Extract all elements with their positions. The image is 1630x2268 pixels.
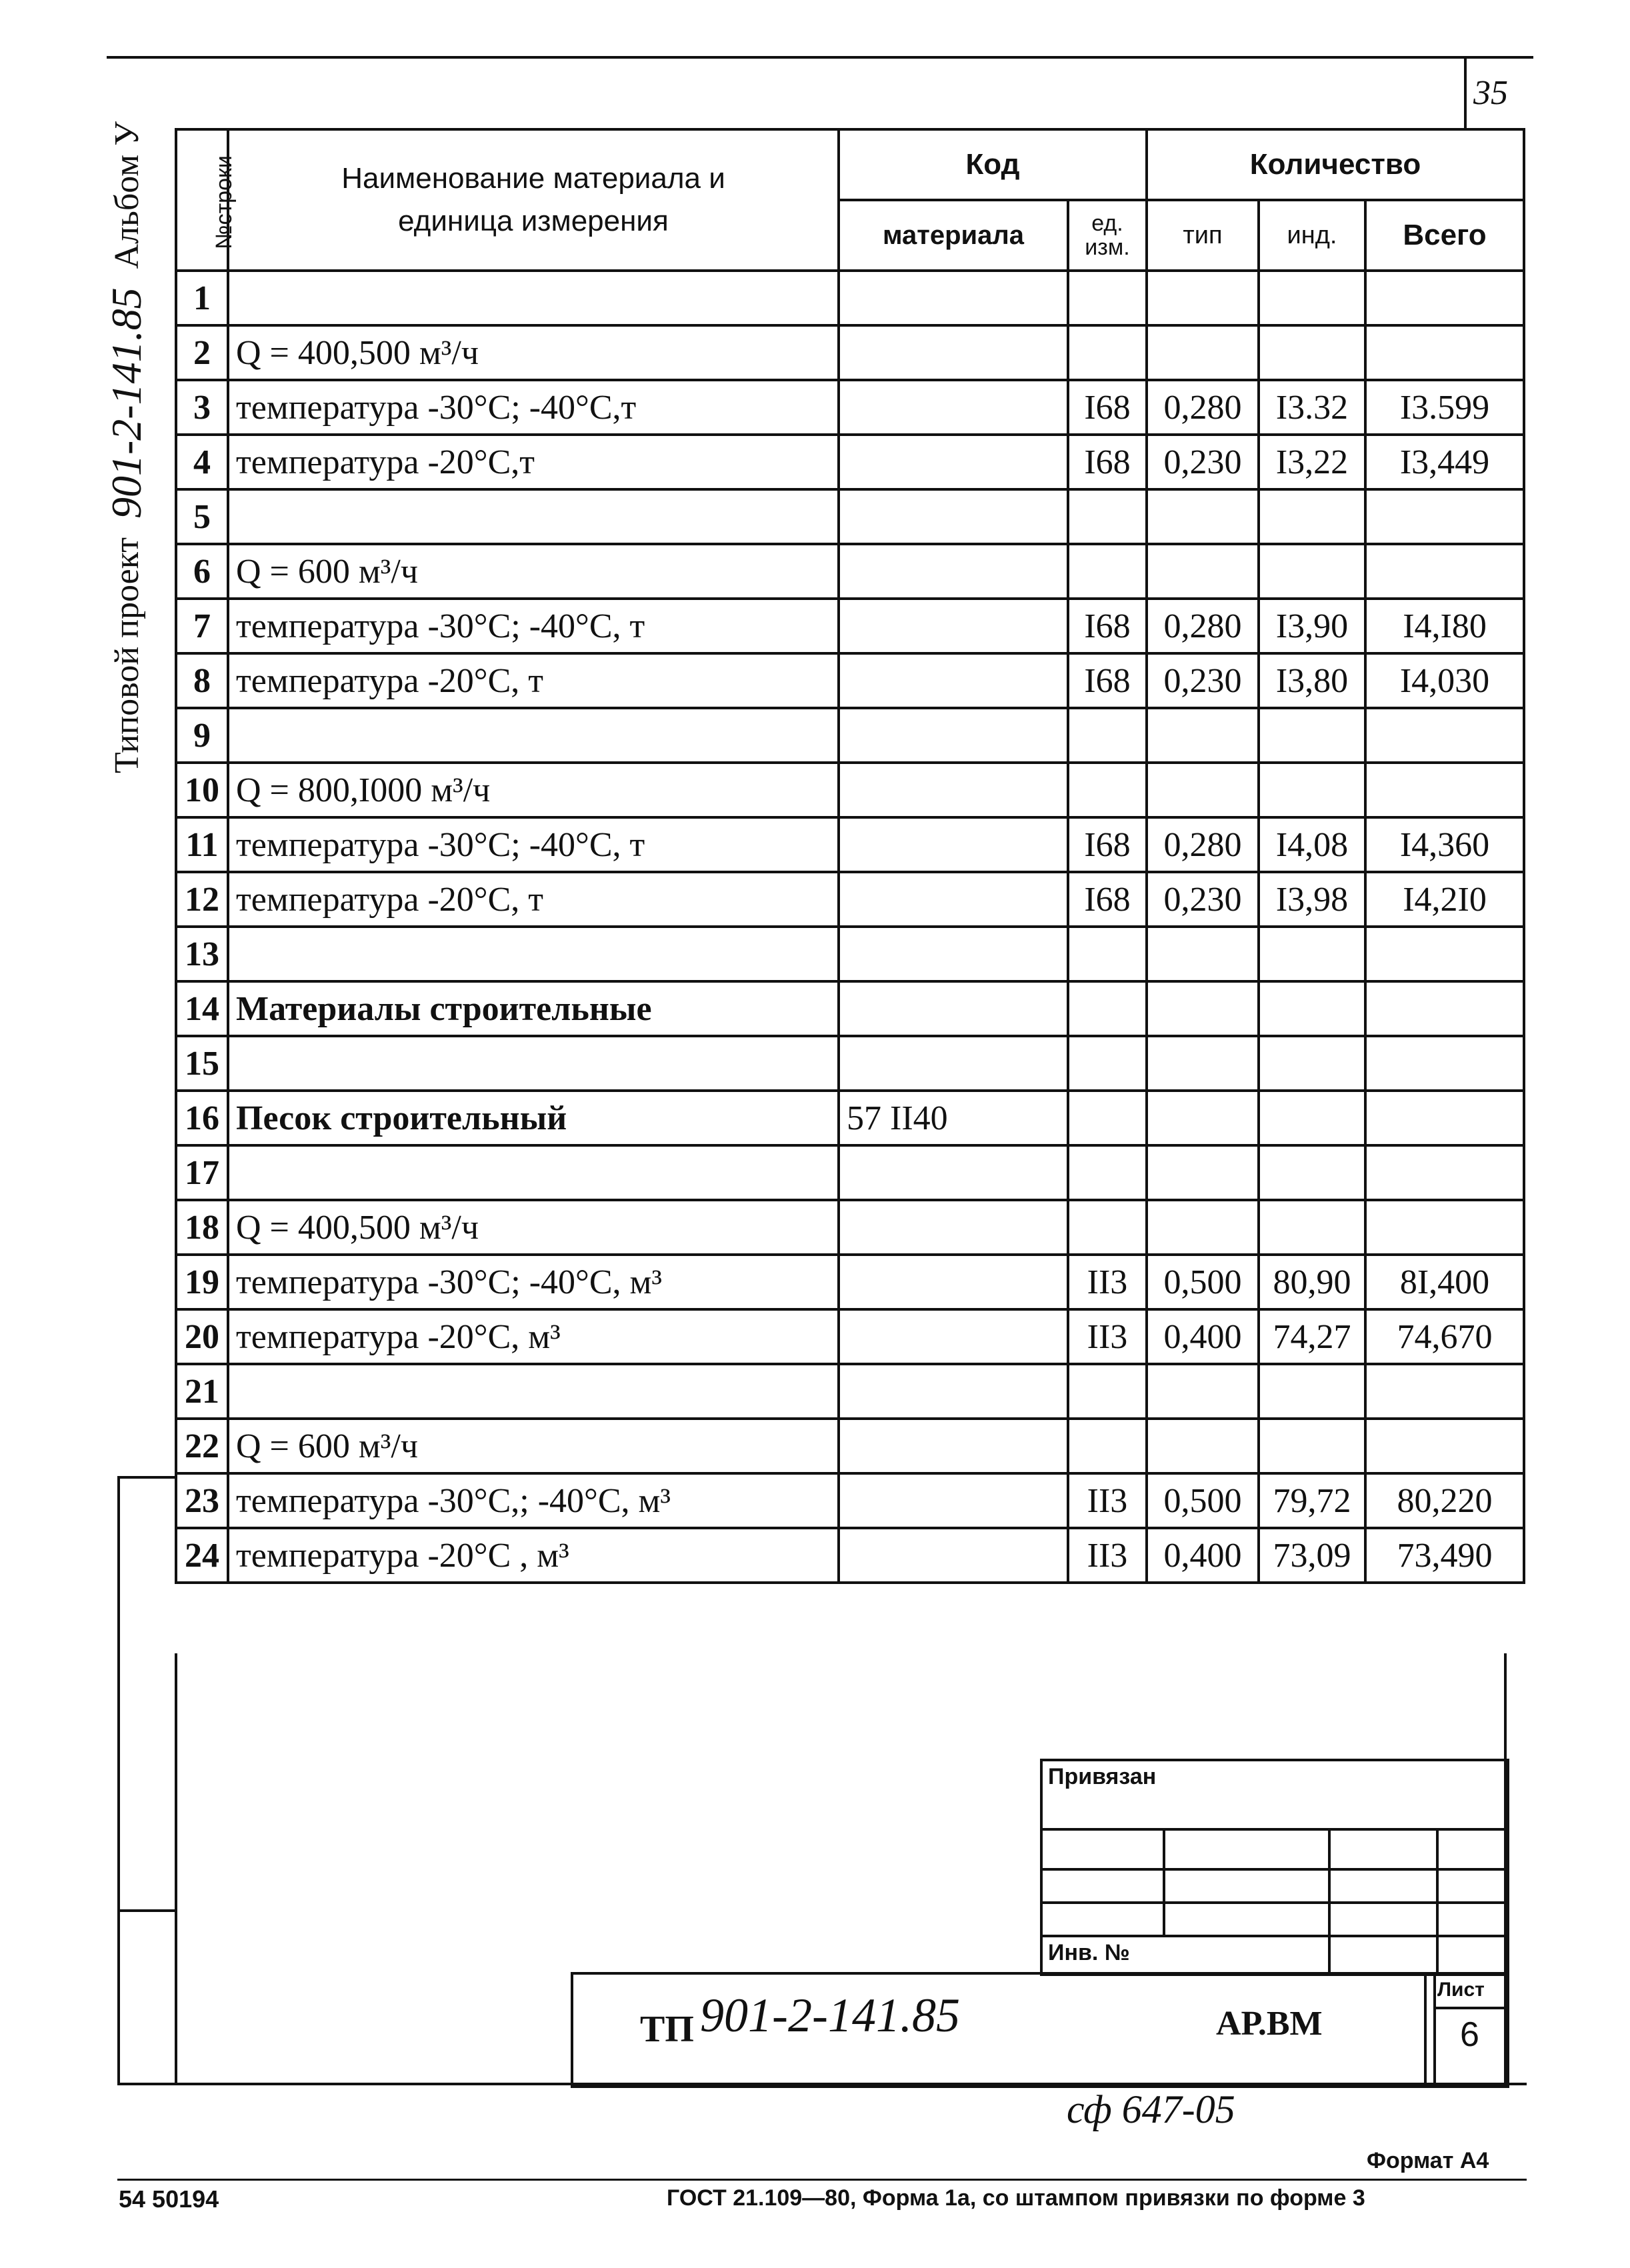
sheet-label: Лист	[1437, 1979, 1485, 2001]
row-qty-type	[1147, 1036, 1259, 1091]
row-qty-total	[1365, 763, 1524, 817]
footer-gost: ГОСТ 21.109—80, Форма 1а, со штампом привязки по форме 3	[667, 2185, 1365, 2211]
header-name: Наименование материала и единица измерения	[228, 129, 839, 271]
row-qty-type: 0,500	[1147, 1255, 1259, 1309]
row-name: температура -20°C, м³	[228, 1309, 839, 1364]
row-qty-ind	[1259, 763, 1365, 817]
tp-number-handwritten: 901-2-141.85	[700, 1989, 960, 2042]
table-body	[176, 271, 1524, 1583]
row-qty-type: 0,230	[1147, 872, 1259, 927]
row-number: 11	[176, 817, 228, 872]
table-row	[176, 817, 1524, 872]
row-name: температура -30°C; -40°C, м³	[228, 1255, 839, 1309]
row-code	[839, 1473, 1068, 1528]
row-qty-ind: I3,80	[1259, 653, 1365, 708]
row-qty-total	[1365, 708, 1524, 763]
row-code	[839, 817, 1068, 872]
row-number: 6	[176, 544, 228, 599]
row-qty-type	[1147, 271, 1259, 325]
row-number: 10	[176, 763, 228, 817]
row-number: 23	[176, 1473, 228, 1528]
table-row	[176, 1200, 1524, 1255]
row-unit	[1068, 271, 1147, 325]
frame-left-mid	[117, 1909, 177, 1912]
row-number: 4	[176, 435, 228, 489]
row-qty-type	[1147, 544, 1259, 599]
row-name: температура -20°C , м³	[228, 1528, 839, 1583]
row-number: 19	[176, 1255, 228, 1309]
table-row	[176, 981, 1524, 1036]
table-row	[176, 1473, 1524, 1528]
row-qty-ind	[1259, 981, 1365, 1036]
linked-stamp	[1040, 1759, 1509, 1976]
row-number: 24	[176, 1528, 228, 1583]
table-row	[176, 763, 1524, 817]
handwritten-code: сф 647-05	[1067, 2087, 1235, 2131]
row-name	[228, 1036, 839, 1091]
frame-left-top	[117, 1476, 177, 1479]
row-name	[228, 927, 839, 981]
row-qty-ind	[1259, 1419, 1365, 1473]
table-row	[176, 872, 1524, 927]
row-unit	[1068, 1200, 1147, 1255]
row-number: 18	[176, 1200, 228, 1255]
row-qty-type: 0,230	[1147, 435, 1259, 489]
row-qty-type	[1147, 1091, 1259, 1145]
row-qty-ind	[1259, 927, 1365, 981]
row-qty-ind: I3,98	[1259, 872, 1365, 927]
row-unit	[1068, 1364, 1147, 1419]
header-quantity: Количество	[1147, 129, 1524, 200]
table-row	[176, 927, 1524, 981]
sheet-value: 6	[1460, 2015, 1479, 2054]
row-number: 13	[176, 927, 228, 981]
mark: АР.ВМ	[1216, 2005, 1323, 2043]
row-number: 21	[176, 1364, 228, 1419]
table-row	[176, 1255, 1524, 1309]
row-code	[839, 1364, 1068, 1419]
row-number: 20	[176, 1309, 228, 1364]
row-name	[228, 708, 839, 763]
table-row	[176, 708, 1524, 763]
header-code-unit: ед. изм.	[1068, 200, 1147, 271]
row-name: температура -30°C; -40°C, т	[228, 599, 839, 653]
row-unit	[1068, 927, 1147, 981]
table-row	[176, 1364, 1524, 1419]
row-qty-type	[1147, 1200, 1259, 1255]
linked-label: Привязан	[1048, 1764, 1157, 1789]
table-row	[176, 653, 1524, 708]
row-qty-total	[1365, 325, 1524, 380]
row-qty-total: I4,2I0	[1365, 872, 1524, 927]
frame-left-outer	[117, 1476, 120, 2084]
format-label: Формат А4	[1367, 2148, 1489, 2173]
row-unit: II3	[1068, 1309, 1147, 1364]
table-row	[176, 489, 1524, 544]
row-code	[839, 981, 1068, 1036]
row-qty-total	[1365, 1419, 1524, 1473]
row-qty-total: 73,490	[1365, 1528, 1524, 1583]
row-unit: I68	[1068, 380, 1147, 435]
header-qty-type: тип	[1147, 200, 1259, 271]
row-unit	[1068, 1091, 1147, 1145]
row-qty-ind	[1259, 708, 1365, 763]
row-unit: II3	[1068, 1473, 1147, 1528]
row-unit: II3	[1068, 1528, 1147, 1583]
table-row	[176, 599, 1524, 653]
row-unit	[1068, 489, 1147, 544]
row-qty-ind	[1259, 1145, 1365, 1200]
table-row	[176, 380, 1524, 435]
frame-left-inner	[175, 1653, 177, 2084]
row-qty-ind: I3,90	[1259, 599, 1365, 653]
row-unit: I68	[1068, 653, 1147, 708]
row-unit	[1068, 325, 1147, 380]
row-qty-total	[1365, 1091, 1524, 1145]
row-number: 3	[176, 380, 228, 435]
row-code	[839, 1200, 1068, 1255]
table-row	[176, 271, 1524, 325]
row-qty-total	[1365, 1145, 1524, 1200]
row-number: 12	[176, 872, 228, 927]
row-name: температура -20°C, т	[228, 653, 839, 708]
header-code: Код	[839, 129, 1147, 200]
row-code	[839, 380, 1068, 435]
row-unit	[1068, 981, 1147, 1036]
row-qty-type: 0,400	[1147, 1528, 1259, 1583]
row-qty-ind	[1259, 1200, 1365, 1255]
side-label	[100, 0, 153, 773]
row-name	[228, 1364, 839, 1419]
row-qty-ind: 74,27	[1259, 1309, 1365, 1364]
row-number: 1	[176, 271, 228, 325]
footer-left-code: 54 50194	[119, 2185, 219, 2213]
row-unit	[1068, 1419, 1147, 1473]
row-qty-ind	[1259, 1036, 1365, 1091]
row-qty-type	[1147, 489, 1259, 544]
row-name: Песок строительный	[228, 1091, 839, 1145]
row-qty-total	[1365, 981, 1524, 1036]
row-code	[839, 653, 1068, 708]
row-qty-type: 0,230	[1147, 653, 1259, 708]
row-name: температура -20°C, т	[228, 872, 839, 927]
row-qty-total: 8I,400	[1365, 1255, 1524, 1309]
row-qty-ind: I3,22	[1259, 435, 1365, 489]
row-code	[839, 1036, 1068, 1091]
row-qty-total: 80,220	[1365, 1473, 1524, 1528]
header-qty-total: Всего	[1365, 200, 1524, 271]
table-row	[176, 1528, 1524, 1583]
row-name: Материалы строительные	[228, 981, 839, 1036]
row-name	[228, 271, 839, 325]
row-qty-ind	[1259, 544, 1365, 599]
row-qty-ind: 80,90	[1259, 1255, 1365, 1309]
row-code	[839, 271, 1068, 325]
row-unit	[1068, 1145, 1147, 1200]
row-qty-ind: I3.32	[1259, 380, 1365, 435]
table-row	[176, 1145, 1524, 1200]
row-qty-total	[1365, 489, 1524, 544]
row-qty-type: 0,280	[1147, 599, 1259, 653]
row-number: 2	[176, 325, 228, 380]
row-unit: I68	[1068, 872, 1147, 927]
row-qty-total	[1365, 1036, 1524, 1091]
row-qty-total: I3,449	[1365, 435, 1524, 489]
row-code	[839, 1309, 1068, 1364]
row-qty-type	[1147, 763, 1259, 817]
row-name	[228, 489, 839, 544]
row-qty-ind: 73,09	[1259, 1528, 1365, 1583]
row-qty-ind	[1259, 1091, 1365, 1145]
row-name: Q = 400,500 м³/ч	[228, 325, 839, 380]
table-row	[176, 544, 1524, 599]
table-row	[176, 435, 1524, 489]
row-qty-total	[1365, 927, 1524, 981]
row-name: Q = 600 м³/ч	[228, 1419, 839, 1473]
row-qty-ind: I4,08	[1259, 817, 1365, 872]
tp-prefix: ТП	[640, 2009, 694, 2050]
row-qty-type	[1147, 981, 1259, 1036]
specification-table	[175, 128, 1525, 1584]
row-unit: I68	[1068, 817, 1147, 872]
row-unit	[1068, 544, 1147, 599]
row-qty-ind	[1259, 271, 1365, 325]
row-name: Q = 600 м³/ч	[228, 544, 839, 599]
sheet-number: 35	[1473, 74, 1508, 112]
row-qty-type	[1147, 1364, 1259, 1419]
row-code	[839, 544, 1068, 599]
row-code	[839, 927, 1068, 981]
table-row	[176, 1036, 1524, 1091]
row-code	[839, 872, 1068, 927]
row-code	[839, 763, 1068, 817]
row-qty-type	[1147, 325, 1259, 380]
row-qty-ind	[1259, 1364, 1365, 1419]
table-row	[176, 325, 1524, 380]
row-qty-total	[1365, 271, 1524, 325]
table-row	[176, 1091, 1524, 1145]
row-qty-total: I4,360	[1365, 817, 1524, 872]
row-number: 5	[176, 489, 228, 544]
project-prefix: Типовой проект	[107, 537, 146, 773]
row-code	[839, 1419, 1068, 1473]
row-number: 14	[176, 981, 228, 1036]
row-unit	[1068, 1036, 1147, 1091]
row-qty-total	[1365, 1364, 1524, 1419]
row-number: 17	[176, 1145, 228, 1200]
album-label: Альбом У	[107, 121, 146, 269]
row-code: 57 II40	[839, 1091, 1068, 1145]
top-border	[107, 56, 1533, 59]
row-qty-total	[1365, 1200, 1524, 1255]
footer-line	[117, 2179, 1527, 2181]
header-qty-ind: инд.	[1259, 200, 1365, 271]
row-qty-ind	[1259, 489, 1365, 544]
row-qty-total: 74,670	[1365, 1309, 1524, 1364]
row-number: 7	[176, 599, 228, 653]
inv-label: Инв. №	[1048, 1940, 1130, 1965]
row-name	[228, 1145, 839, 1200]
header-code-material: материала	[839, 200, 1068, 271]
row-qty-type: 0,280	[1147, 817, 1259, 872]
row-qty-ind: 79,72	[1259, 1473, 1365, 1528]
row-unit: I68	[1068, 435, 1147, 489]
row-name: температура -30°C,; -40°C, м³	[228, 1473, 839, 1528]
row-name: Q = 800,I000 м³/ч	[228, 763, 839, 817]
row-qty-type	[1147, 1145, 1259, 1200]
row-name: температура -20°C,т	[228, 435, 839, 489]
header-row-no: №строки	[176, 129, 228, 271]
row-qty-ind	[1259, 325, 1365, 380]
row-unit: I68	[1068, 599, 1147, 653]
row-code	[839, 1145, 1068, 1200]
row-number: 22	[176, 1419, 228, 1473]
row-qty-type	[1147, 927, 1259, 981]
row-qty-type: 0,400	[1147, 1309, 1259, 1364]
row-code	[839, 435, 1068, 489]
table-row	[176, 1309, 1524, 1364]
row-qty-type: 0,280	[1147, 380, 1259, 435]
row-unit	[1068, 763, 1147, 817]
row-qty-total	[1365, 544, 1524, 599]
row-code	[839, 599, 1068, 653]
row-code	[839, 1528, 1068, 1583]
row-qty-type: 0,500	[1147, 1473, 1259, 1528]
row-code	[839, 1255, 1068, 1309]
sheet-number-divider	[1464, 57, 1467, 129]
project-number-handwritten: 901-2-141.85	[103, 287, 150, 519]
row-name: температура -30°C; -40°C,т	[228, 380, 839, 435]
row-number: 15	[176, 1036, 228, 1091]
row-qty-total: I4,I80	[1365, 599, 1524, 653]
row-number: 16	[176, 1091, 228, 1145]
row-qty-type	[1147, 1419, 1259, 1473]
row-number: 9	[176, 708, 228, 763]
row-code	[839, 708, 1068, 763]
row-qty-total: I4,030	[1365, 653, 1524, 708]
row-name: Q = 400,500 м³/ч	[228, 1200, 839, 1255]
row-name: температура -30°C; -40°C, т	[228, 817, 839, 872]
row-unit	[1068, 708, 1147, 763]
row-number: 8	[176, 653, 228, 708]
title-block	[571, 1972, 1509, 2088]
row-unit: II3	[1068, 1255, 1147, 1309]
row-code	[839, 489, 1068, 544]
table-row	[176, 1419, 1524, 1473]
row-qty-total: I3.599	[1365, 380, 1524, 435]
row-code	[839, 325, 1068, 380]
row-qty-type	[1147, 708, 1259, 763]
